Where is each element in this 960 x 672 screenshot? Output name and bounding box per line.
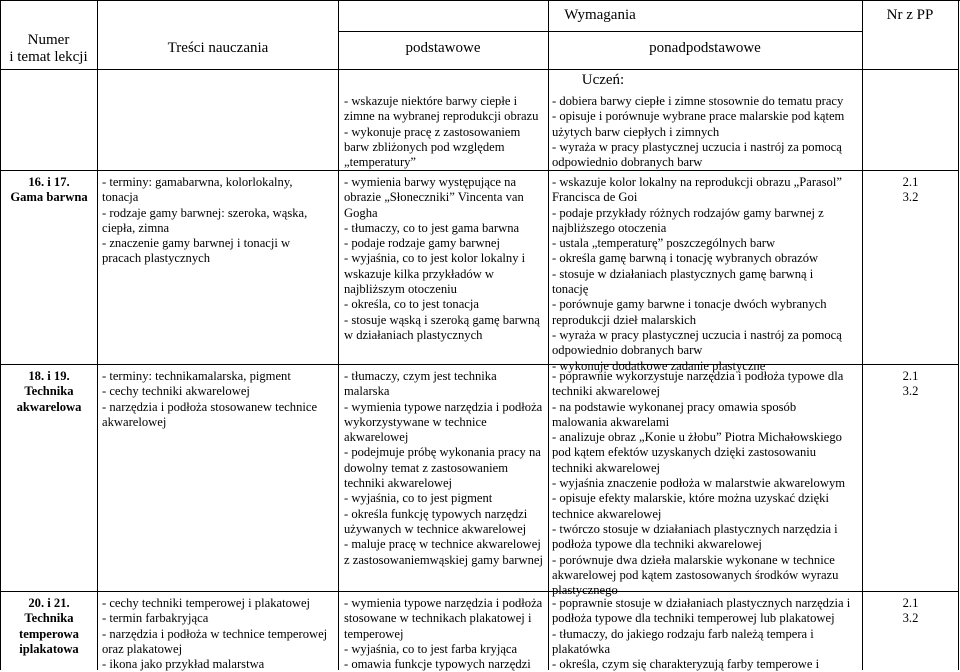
- text-line: - maluje pracę w technice akwarelowej: [344, 537, 541, 552]
- text-line: - ikona jako przykład malarstwa: [102, 657, 265, 672]
- text-line: akwarelowej pod kątem zastosowanych środków wyrazu: [552, 567, 839, 582]
- nr-cell: [863, 369, 958, 400]
- text-line: wskazuje kilka przykładów w: [344, 266, 495, 281]
- header-lesson-line: Numer: [27, 32, 70, 48]
- text-line: 3.2: [902, 611, 919, 626]
- header-sub-divider: [338, 31, 862, 32]
- text-line: zimne na wybranej reprodukcji obrazu: [344, 109, 539, 124]
- text-line: odpowiednio dobranych barw: [552, 343, 703, 358]
- lesson-number: 18. i 19.: [28, 369, 70, 383]
- advanced-cell: [552, 369, 860, 598]
- text-line: - narzędzia i podłoża stosowanew technice: [102, 399, 318, 414]
- text-line: - poprawnie stosuje w działaniach plastycznych narzędzia i: [552, 596, 851, 610]
- nr-cell: [863, 175, 958, 206]
- text-line: akwarelowej: [102, 414, 167, 429]
- nr-cell: [863, 596, 958, 627]
- text-line: - wymienia typowe narzędzia i podłoża: [344, 596, 543, 610]
- text-line: 3.2: [902, 190, 919, 205]
- text-line: dowolny temat z zastosowaniem: [344, 460, 509, 475]
- text-line: malowania akwarelami: [552, 414, 670, 429]
- text-line: tonację: [552, 282, 589, 297]
- text-line: - tłumaczy, do jakiego rodzaju farb należą tempera i: [552, 626, 814, 641]
- text-line: reprodukcji dzieł malarskich: [552, 312, 697, 327]
- lesson-title: iplakatowa: [19, 641, 79, 656]
- content-cell: [102, 175, 337, 267]
- text-line: - terminy: technikamalarska, pigment: [102, 369, 291, 383]
- header-requirements: Wymagania: [564, 7, 636, 23]
- basic-cell: [344, 369, 547, 568]
- text-line: - wyjaśnia, co to jest farba kryjąca: [344, 641, 518, 656]
- text-line: - wskazuje kolor lokalny na reprodukcji obrazu „Parasol”: [552, 175, 842, 189]
- text-line: - omawia funkcje typowych narzędzi: [344, 657, 531, 672]
- text-line: plakatówka: [552, 641, 611, 656]
- text-line: - stosuje wąską i szeroką gamę barwną: [344, 312, 540, 327]
- text-line: barw zbliżonych pod względem: [344, 139, 505, 154]
- text-line: - określa, co to jest tonacja: [344, 297, 479, 312]
- text-line: - na podstawie wykonanej pracy omawia sposób: [552, 399, 797, 414]
- text-line: pracach plastycznych: [102, 251, 211, 266]
- text-line: ciepła, zimna: [102, 220, 170, 235]
- text-line: techniki akwarelowej: [552, 384, 661, 399]
- lesson-title: temperowa: [19, 626, 79, 641]
- text-line: z zastosowaniemwąskiej gamy barwnej: [344, 552, 543, 567]
- lesson-title: Gama barwna: [10, 190, 88, 205]
- text-line: - podaje przykłady różnych rodzajów gamy barwnej z: [552, 205, 824, 220]
- text-line: Gogha: [344, 205, 378, 220]
- text-line: 3.2: [902, 384, 919, 399]
- text-line: - twórczo stosuje w działaniach plastycznych narzędzia i: [552, 521, 838, 536]
- lesson-cell: [1, 596, 97, 657]
- text-line: - poprawnie wykorzystuje narzędzia i podłoża typowe dla: [552, 369, 844, 383]
- header-basic: podstawowe: [405, 40, 481, 56]
- text-line: 2.1: [902, 596, 919, 610]
- lesson-cell: [1, 175, 97, 206]
- text-line: - wyjaśnia znaczenie podłoża w malarstwie akwarelowym: [552, 476, 846, 491]
- header-nr: Nr z PP: [886, 7, 934, 23]
- header-bottom-divider: [0, 69, 959, 70]
- text-line: - wyraża w pracy plastycznej uczucia i nastrój za pomocą: [552, 139, 842, 154]
- text-line: - stosuje w działaniach plastycznych gamę barwną i: [552, 266, 814, 281]
- text-line: najbliższym otoczeniu: [344, 282, 457, 297]
- text-line: - opisuje i porównuje wybrane prace malarskie pod kątem: [552, 109, 845, 124]
- text-line: technice akwarelowej: [552, 506, 662, 521]
- text-line: - podaje rodzaje gamy barwnej: [344, 236, 500, 251]
- text-line: - terminy: gamabarwna, kolorlokalny,: [102, 175, 293, 189]
- student-label: Uczeń:: [581, 72, 625, 88]
- advanced-cell: [552, 596, 860, 672]
- text-line: najbliższego otoczenia: [552, 220, 667, 235]
- text-line: - wymienia typowe narzędzia i podłoża: [344, 399, 543, 414]
- text-line: - wykonuje pracę z zastosowaniem: [344, 124, 521, 139]
- table-col-divider: [338, 0, 339, 670]
- text-line: - określa funkcję typowych narzędzi: [344, 506, 528, 521]
- text-line: - wskazuje niektóre barwy ciepłe i: [344, 94, 518, 108]
- text-line: - wyjaśnia, co to jest pigment: [344, 491, 493, 506]
- intro-basic: [344, 94, 547, 170]
- text-line: - cechy techniki akwarelowej: [102, 384, 250, 399]
- text-line: podłoża typowe dla techniki akwarelowej: [552, 537, 762, 552]
- text-line: temperowej: [344, 626, 404, 641]
- text-line: - wyjaśnia, co to jest kolor lokalny i: [344, 251, 526, 266]
- text-line: - porównuje dwa dzieła malarskie wykonane w technice: [552, 552, 835, 567]
- text-line: Francisca de Goi: [552, 190, 638, 205]
- lesson-title: akwarelowa: [16, 399, 82, 414]
- text-line: stosowane w technikach plakatowej i: [344, 611, 532, 626]
- intro-advanced: [552, 94, 860, 170]
- text-line: „temperatury”: [344, 155, 417, 170]
- text-line: - podejmuje próbę wykonania pracy na: [344, 445, 541, 460]
- text-line: - określa, czym się charakteryzują farby temperowe i: [552, 657, 820, 672]
- lesson-title: Technika: [24, 611, 74, 626]
- text-line: - ustala „temperaturę” poszczególnych barw: [552, 236, 776, 251]
- text-line: użytych barw ciepłych i zimnych: [552, 124, 720, 139]
- text-line: - tłumaczy, czym jest technika: [344, 369, 497, 383]
- text-line: w działaniach plastycznych: [344, 327, 483, 342]
- text-line: oraz plakatowej: [102, 641, 183, 656]
- text-line: pod kątem efektów uzyskanych dzięki zastosowaniu: [552, 445, 817, 460]
- basic-cell: [344, 175, 547, 343]
- text-line: akwarelowej: [344, 430, 409, 445]
- text-line: - wykonuje dodatkowe zadanie plastyczne: [552, 358, 766, 373]
- table-col-divider: [862, 0, 863, 670]
- table-col-divider: [548, 0, 549, 670]
- text-line: techniki akwarelowej: [552, 460, 661, 475]
- table-border-left: [0, 0, 1, 670]
- basic-cell: [344, 596, 547, 672]
- text-line: - rodzaje gamy barwnej: szeroka, wąska,: [102, 205, 308, 220]
- text-line: - wymienia barwy występujące na: [344, 175, 517, 189]
- text-line: techniki akwarelowej: [344, 476, 453, 491]
- text-line: - dobiera barwy ciepłe i zimne stosownie do tematu pracy: [552, 94, 844, 108]
- table-border-top: [0, 0, 960, 1]
- lesson-number: 16. i 17.: [28, 175, 70, 189]
- content-cell: [102, 369, 337, 430]
- text-line: - porównuje gamy barwne i tonacje dwóch wybranych: [552, 297, 827, 312]
- text-line: - tłumaczy, co to jest gama barwna: [344, 220, 520, 235]
- text-line: podłoża typowe dla techniki temperowej lub plakatowej: [552, 611, 835, 626]
- text-line: - znaczenie gamy barwnej i tonacji w: [102, 236, 291, 251]
- header-lesson: [0, 32, 97, 66]
- lesson-cell: [1, 369, 97, 415]
- text-line: 2.1: [902, 369, 919, 383]
- text-line: - cechy techniki temperowej i plakatowej: [102, 596, 311, 610]
- header-lesson-line: i temat lekcji: [9, 49, 88, 65]
- header-advanced: ponadpodstawowe: [649, 40, 761, 56]
- content-cell: [102, 596, 337, 672]
- text-line: używanych w technice akwarelowej: [344, 521, 527, 536]
- text-line: tonacja: [102, 190, 139, 205]
- text-line: odpowiednio dobranych barw: [552, 155, 703, 170]
- text-line: - analizuje obraz „Konie u żłobu” Piotra Michałowskiego: [552, 430, 842, 445]
- table-border-right: [958, 0, 959, 670]
- lesson-title: Technika: [24, 384, 74, 399]
- table-col-divider: [97, 0, 98, 670]
- text-line: obrazie „Słoneczniki” Vincenta van: [344, 190, 524, 205]
- text-line: - narzędzia i podłoża w technice temperowej: [102, 626, 328, 641]
- text-line: wykorzystywane w technice: [344, 414, 487, 429]
- text-line: 2.1: [902, 175, 919, 189]
- header-content: Treści nauczania: [167, 40, 269, 56]
- text-line: - określa gamę barwną i tonację wybranych obrazów: [552, 251, 819, 266]
- text-line: malarska: [344, 384, 390, 399]
- text-line: plastycznego: [552, 583, 618, 598]
- text-line: - opisuje efekty malarskie, które można uzyskać dzięki: [552, 491, 829, 506]
- lesson-number: 20. i 21.: [28, 596, 70, 610]
- text-line: - termin farbakryjąca: [102, 611, 209, 626]
- text-line: - wyraża w pracy plastycznej uczucia i nastrój za pomocą: [552, 327, 842, 342]
- advanced-cell: [552, 175, 860, 374]
